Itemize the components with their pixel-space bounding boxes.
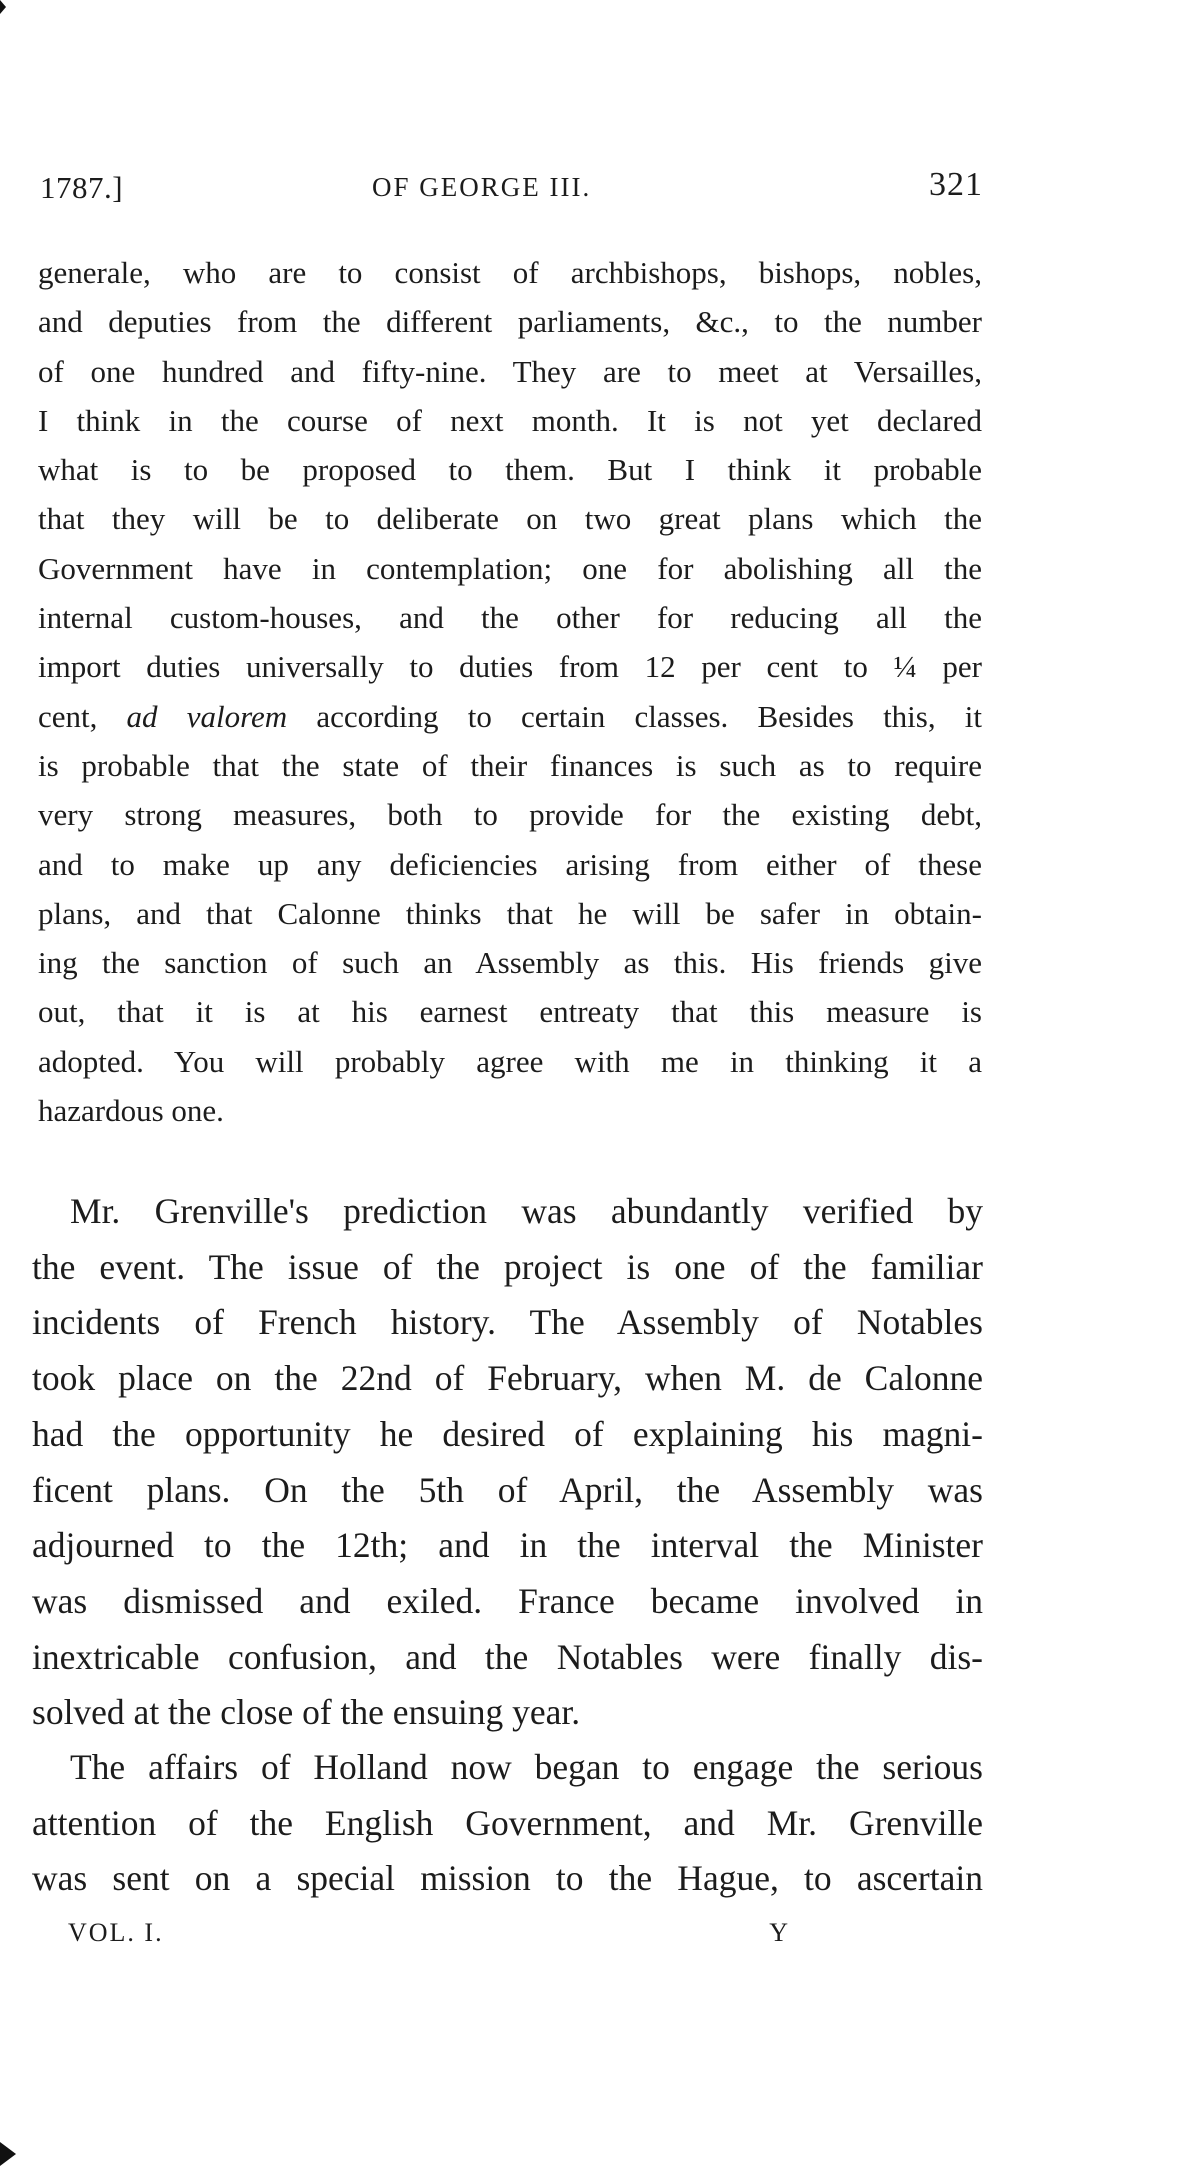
quote-line: and deputies from the different parliaments, &c., to the number — [38, 304, 982, 340]
quote-line: very strong measures, both to provide for the existing debt, — [38, 797, 982, 833]
running-header — [40, 162, 983, 212]
quote-line-with-italic — [38, 692, 982, 741]
paragraph-line: took place on the 22nd of February, when M. de Calonne — [32, 1358, 983, 1399]
quote-text: cent, — [38, 698, 127, 734]
quote-line: internal custom-houses, and the other for reducing all the — [38, 600, 982, 636]
quote-line: of one hundred and fifty-nine. They are to meet at Versailles, — [38, 353, 982, 389]
page-number: 321 — [929, 166, 983, 203]
quote-line: that they will be to deliberate on two great plans which the — [38, 501, 982, 537]
quote-line: what is to be proposed to them. But I think it probable — [38, 452, 982, 488]
quote-line: and to make up any deficiencies arising from either of these — [38, 846, 982, 882]
paragraph-line: The affairs of Holland now began to engage the serious — [70, 1747, 983, 1787]
quote-line: plans, and that Calonne thinks that he will be safer in obtain- — [38, 895, 982, 931]
paragraph-line: Mr. Grenville's prediction was abundantly verified by — [70, 1191, 983, 1231]
paragraph-line: ficent plans. On the 5th of April, the Assembly was — [32, 1469, 983, 1510]
quote-line: out, that it is at his earnest entreaty that this measure is — [38, 994, 982, 1030]
quote-line: I think in the course of next month. It is not yet declared — [38, 402, 982, 438]
paragraph-line: inextricable confusion, and the Notables were finally dis- — [32, 1636, 983, 1677]
paragraph-line: attention of the English Government, and Mr. Grenville — [32, 1802, 983, 1843]
page-footer — [68, 1918, 788, 1958]
quote-line: ing the sanction of such an Assembly as this. His friends give — [38, 945, 982, 981]
signature-mark: Y — [769, 1918, 788, 1947]
header-title: OF GEORGE III. — [372, 172, 592, 202]
paragraph-line: was dismissed and exiled. France became involved in — [32, 1580, 983, 1621]
paragraph-line: solved at the close of the ensuing year. — [32, 1692, 581, 1733]
body-paragraph — [32, 1184, 983, 1741]
body-paragraph — [32, 1740, 983, 1907]
quote-line: import duties universally to duties from 12 per cent to ¼ per — [38, 649, 982, 685]
paragraph-line: had the opportunity he desired of explaining his magni- — [32, 1413, 983, 1454]
quoted-letter-block — [38, 248, 982, 1135]
quote-line: generale, who are to consist of archbishops, bishops, nobles, — [38, 255, 982, 290]
quote-line: adopted. You will probably agree with me in thinking it a — [38, 1043, 982, 1079]
paragraph-line: incidents of French history. The Assembly of Notables — [32, 1302, 983, 1343]
scan-edge-marker-bottom — [0, 2142, 16, 2166]
header-year: 1787.] — [40, 170, 124, 205]
quote-line: is probable that the state of their finances is such as to require — [38, 747, 982, 783]
scan-edge-marker-top — [0, 0, 6, 14]
volume-label: VOL. I. — [68, 1918, 164, 1947]
paragraph-line: the event. The issue of the project is one of the familiar — [32, 1246, 983, 1287]
quote-line: hazardous one. — [38, 1093, 224, 1129]
paragraph-line: adjourned to the 12th; and in the interval the Minister — [32, 1525, 983, 1566]
paragraph-line: was sent on a special mission to the Hague, to ascertain — [32, 1858, 983, 1899]
quote-line: Government have in contemplation; one for abolishing all the — [38, 550, 982, 586]
quote-text: according to certain classes. Besides this, it — [287, 698, 982, 734]
italic-phrase: ad valorem — [126, 698, 288, 734]
